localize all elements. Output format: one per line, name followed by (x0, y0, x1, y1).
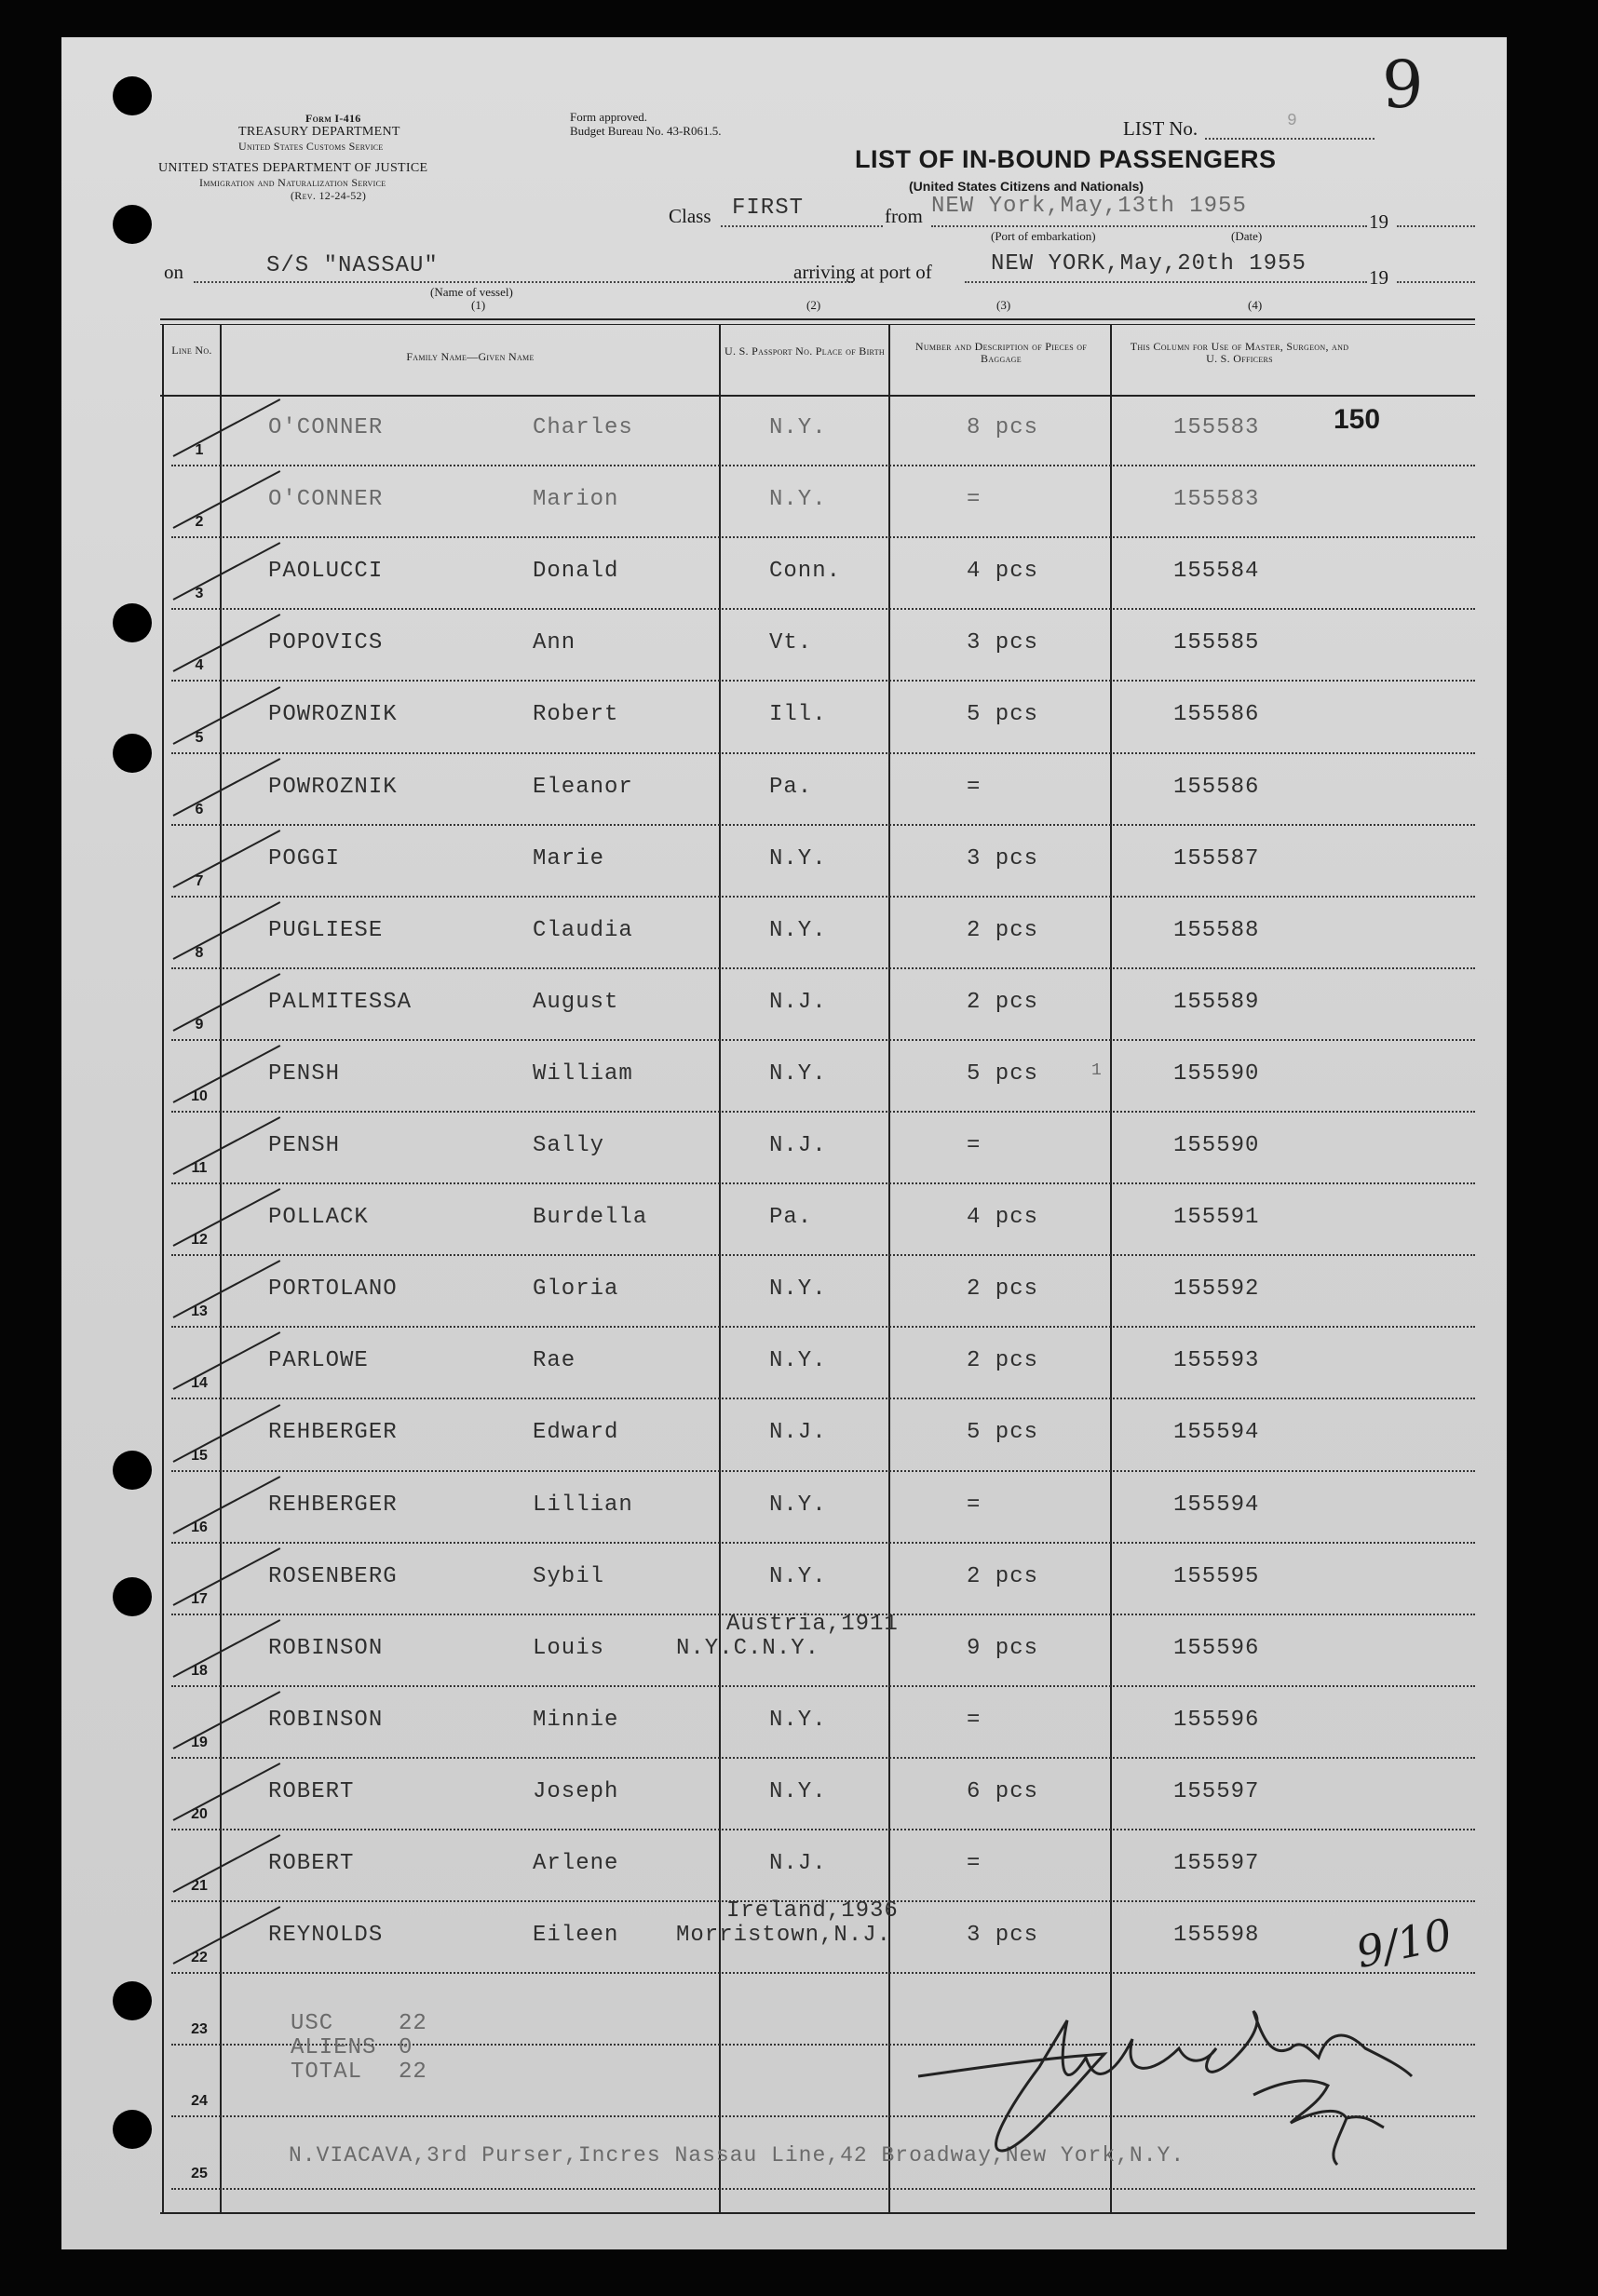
baggage: = (967, 1851, 982, 1876)
check-mark (173, 901, 281, 960)
family-name: POWROZNIK (268, 702, 398, 728)
officer-number: 155585 (1173, 630, 1260, 656)
col-number-2: (2) (806, 298, 821, 312)
row-divider (171, 1182, 1475, 1184)
binder-hole (113, 76, 152, 115)
baggage: 5 pcs (967, 702, 1039, 728)
check-mark (173, 1476, 281, 1534)
given-name: Sally (533, 1133, 605, 1158)
officer-number: 155596 (1173, 1635, 1260, 1661)
class-label: Class (669, 205, 711, 227)
baggage-mark: 1 (1091, 1060, 1103, 1080)
baggage: 2 pcs (967, 1348, 1039, 1374)
baggage: 3 pcs (967, 845, 1039, 871)
line-number: 6 (195, 801, 204, 817)
family-name: POGGI (268, 845, 341, 871)
family-name: POWROZNIK (268, 774, 398, 800)
given-name: Donald (533, 559, 619, 585)
given-name: Lillian (533, 1492, 633, 1518)
family-name: PENSH (268, 1133, 341, 1158)
family-name: ROSENBERG (268, 1563, 398, 1589)
line-number: 4 (195, 657, 204, 674)
given-name: Louis (533, 1635, 605, 1661)
officer-number: 155589 (1173, 989, 1260, 1015)
vessel-caption: (Name of vessel) (430, 285, 513, 299)
baggage: = (967, 487, 982, 513)
col-header-passport (725, 344, 885, 358)
inspector-note: 9/10 (1351, 1908, 1456, 1979)
baggage: 9 pcs (967, 1635, 1039, 1661)
baggage: 8 pcs (967, 415, 1039, 440)
officer-number: 155591 (1173, 1205, 1260, 1231)
place-of-birth: N.Y. (769, 415, 827, 440)
total-label: TOTAL (291, 2060, 363, 2085)
given-name: Claudia (533, 917, 633, 943)
check-mark (173, 1045, 281, 1103)
place-of-birth: N.Y. (769, 1348, 827, 1374)
line-number: 16 (191, 1519, 208, 1535)
row-divider (171, 1398, 1475, 1399)
given-name: Robert (533, 702, 619, 728)
col-number-3: (3) (996, 298, 1011, 312)
check-mark (173, 398, 281, 457)
row-divider (171, 1039, 1475, 1041)
baggage: 3 pcs (967, 630, 1039, 656)
row-divider (171, 1685, 1475, 1687)
check-mark (173, 830, 281, 888)
officer-number: 155587 (1173, 845, 1260, 871)
form-approved: Form approved. (570, 110, 648, 124)
row-divider (171, 680, 1475, 682)
check-mark (173, 1547, 281, 1606)
baggage: 5 pcs (967, 1420, 1039, 1446)
check-mark (173, 1116, 281, 1175)
officer-number: 155595 (1173, 1563, 1260, 1589)
officer-number: 155586 (1173, 702, 1260, 728)
check-mark (173, 1188, 281, 1247)
place-of-birth: N.J. (769, 1133, 827, 1158)
row-divider (171, 752, 1475, 754)
line-number: 10 (191, 1088, 208, 1104)
binder-hole (113, 1981, 152, 2020)
family-name: ROBERT (268, 1851, 355, 1876)
family-name: PARLOWE (268, 1348, 369, 1374)
row-divider (171, 967, 1475, 969)
place-of-birth-origin: Austria,1911 (726, 1611, 899, 1637)
arriving-value: NEW YORK,May,20th 1955 (991, 251, 1307, 277)
check-mark (173, 1260, 281, 1318)
binder-hole (113, 205, 152, 244)
family-name: REHBERGER (268, 1420, 398, 1446)
given-name: William (533, 1060, 633, 1087)
row-divider (171, 465, 1475, 466)
place-of-birth-origin: Ireland,1936 (726, 1898, 899, 1925)
family-name: REYNOLDS (268, 1923, 384, 1949)
page-mark: 9 (1382, 47, 1424, 123)
on-label: on (164, 261, 183, 283)
binder-hole (113, 1577, 152, 1616)
row-divider (171, 608, 1475, 610)
officer-mark: 150 (1334, 404, 1381, 435)
line-number: 9 (195, 1016, 204, 1033)
family-name: O'CONNER (268, 415, 384, 440)
port-caption: (Port of embarkation) (991, 229, 1096, 243)
place-of-birth: Pa. (769, 774, 813, 800)
place-of-birth: N.J. (769, 1851, 827, 1876)
place-of-birth: Pa. (769, 1205, 813, 1231)
row-divider (171, 896, 1475, 898)
given-name: Eileen (533, 1923, 619, 1949)
place-of-birth: N.Y. (769, 1060, 827, 1087)
given-name: Burdella (533, 1205, 648, 1231)
officer-number: 155593 (1173, 1348, 1260, 1374)
row-divider (171, 536, 1475, 538)
baggage: = (967, 774, 982, 800)
officer-number: 155597 (1173, 1778, 1260, 1804)
baggage: 4 pcs (967, 559, 1039, 585)
place-of-birth: N.Y. (769, 845, 827, 871)
line-number: 2 (195, 514, 204, 531)
line-number: 24 (191, 2093, 208, 2110)
agency-customs: United States Customs Service (238, 140, 384, 153)
agency-ins: Immigration and Naturalization Service (199, 176, 386, 189)
family-name: ROBERT (268, 1778, 355, 1804)
line-number: 17 (191, 1590, 208, 1607)
aliens-label: ALIENS (291, 2035, 377, 2060)
family-name: POPOVICS (268, 630, 384, 656)
total-count: 22 (399, 2060, 427, 2085)
officer-number: 155583 (1173, 415, 1260, 440)
baggage: 5 pcs (967, 1060, 1039, 1087)
place-of-birth: N.Y. (769, 1492, 827, 1518)
given-name: Rae (533, 1348, 576, 1374)
place-of-birth: N.Y. (769, 1707, 827, 1733)
place-of-birth: Conn. (769, 559, 842, 585)
col-header-name: Family Name—Given Name (406, 350, 535, 363)
officer-number: 155588 (1173, 917, 1260, 943)
col-header-baggage (896, 341, 1106, 365)
place-of-birth: N.Y. (769, 1276, 827, 1303)
page-subtitle: (United States Citizens and Nationals) (909, 179, 1144, 194)
given-name: Arlene (533, 1851, 619, 1876)
baggage: 2 pcs (967, 917, 1039, 943)
arriving-label: arriving at port of (793, 261, 932, 283)
officer-number: 155594 (1173, 1420, 1260, 1446)
baggage: 4 pcs (967, 1205, 1039, 1231)
aliens-count: 0 (399, 2035, 413, 2060)
line-number: 11 (191, 1160, 208, 1177)
officer-number: 155594 (1173, 1492, 1260, 1518)
check-mark (173, 1404, 281, 1463)
col-header-baggage-text: Number and Description of Pieces of Baggage (914, 340, 1088, 365)
officer-number: 155586 (1173, 774, 1260, 800)
check-mark (173, 1331, 281, 1390)
usc-label: USC (291, 2011, 334, 2036)
inspector-signature (900, 1965, 1421, 2169)
given-name: Edward (533, 1420, 619, 1446)
line-number: 21 (191, 1878, 208, 1895)
check-mark (173, 1691, 281, 1749)
officer-number: 155590 (1173, 1133, 1260, 1158)
check-mark (173, 973, 281, 1032)
row-divider (171, 1254, 1475, 1256)
given-name: Gloria (533, 1276, 619, 1303)
row-divider (171, 1470, 1475, 1472)
family-name: PORTOLANO (268, 1276, 398, 1303)
given-name: Minnie (533, 1707, 619, 1733)
officer-number: 155597 (1173, 1851, 1260, 1876)
check-mark (173, 1834, 281, 1893)
check-mark (173, 1619, 281, 1678)
officer-number: 155590 (1173, 1060, 1260, 1087)
baggage: 2 pcs (967, 1276, 1039, 1303)
manifest-sheet (61, 37, 1507, 2249)
usc-count: 22 (399, 2011, 427, 2036)
arriving-year-suffix: 19 (1369, 266, 1388, 289)
col-header-line-text: Line No. (171, 344, 212, 357)
row-divider (171, 1542, 1475, 1544)
list-no-value: 9 (1287, 112, 1298, 130)
line-number: 14 (191, 1375, 208, 1392)
check-mark (173, 614, 281, 672)
place-of-birth: Ill. (769, 702, 827, 728)
col-number-4: (4) (1248, 298, 1263, 312)
class-value: FIRST (732, 196, 805, 221)
line-number: 8 (195, 944, 204, 961)
vessel-name: S/S "NASSAU" (266, 253, 439, 278)
line-number: 3 (195, 586, 204, 602)
family-name: ROBINSON (268, 1707, 384, 1733)
line-number: 7 (195, 872, 204, 889)
baggage: 6 pcs (967, 1778, 1039, 1804)
officer-number: 155592 (1173, 1276, 1260, 1303)
family-name: PALMITESSA (268, 989, 413, 1015)
check-mark (173, 542, 281, 601)
given-name: Marie (533, 845, 605, 871)
row-divider (171, 2188, 1475, 2190)
family-name: POLLACK (268, 1205, 369, 1231)
baggage: = (967, 1492, 982, 1518)
agency-justice: UNITED STATES DEPARTMENT OF JUSTICE (158, 161, 428, 175)
col-header-officers (1123, 341, 1356, 365)
col-header-officers-text: This Column for Use of Master, Surgeon, and U. S. Officers (1130, 340, 1349, 365)
row-divider (171, 824, 1475, 826)
given-name: Sybil (533, 1563, 605, 1589)
check-mark (173, 686, 281, 745)
date-caption: (Date) (1231, 229, 1263, 243)
given-name: Marion (533, 487, 619, 513)
given-name: August (533, 989, 619, 1015)
from-year-suffix: 19 (1369, 210, 1388, 233)
given-name: Ann (533, 630, 576, 656)
vessel-caption-number: (1) (471, 298, 486, 312)
officer-number: 155598 (1173, 1923, 1260, 1949)
line-number: 5 (195, 729, 204, 746)
family-name: PAOLUCCI (268, 559, 384, 585)
agency-treasury: TREASURY DEPARTMENT (238, 125, 400, 139)
line-number: 25 (191, 2165, 208, 2181)
binder-hole (113, 2110, 152, 2149)
place-of-birth: N.Y.C.N.Y. (676, 1635, 820, 1661)
place-of-birth: N.Y. (769, 487, 827, 513)
line-number: 12 (191, 1232, 208, 1249)
line-number: 22 (191, 1950, 208, 1966)
budget-bureau: Budget Bureau No. 43-R061.5. (570, 124, 722, 138)
check-mark (173, 758, 281, 817)
place-of-birth: N.Y. (769, 917, 827, 943)
place-of-birth: Morristown,N.J. (676, 1923, 892, 1949)
place-of-birth: N.J. (769, 989, 827, 1015)
given-name: Charles (533, 415, 633, 440)
place-of-birth: N.J. (769, 1420, 827, 1446)
baggage: = (967, 1707, 982, 1733)
line-number: 15 (191, 1447, 208, 1464)
page-title: LIST OF IN-BOUND PASSENGERS (855, 145, 1277, 173)
given-name: Eleanor (533, 774, 633, 800)
family-name: REHBERGER (268, 1492, 398, 1518)
baggage: = (967, 1133, 982, 1158)
col-header-passport-text: U. S. Passport No. Place of Birth (725, 344, 885, 358)
line-number: 20 (191, 1806, 208, 1822)
check-mark (173, 470, 281, 529)
line-number: 18 (191, 1662, 208, 1679)
list-no-label: LIST No. (1123, 117, 1198, 140)
check-mark (173, 1763, 281, 1821)
officer-number: 155584 (1173, 559, 1260, 585)
row-divider (171, 1111, 1475, 1113)
row-divider (171, 1757, 1475, 1759)
form-revision: (Rev. 12-24-52) (291, 189, 367, 202)
given-name: Joseph (533, 1778, 619, 1804)
place-of-birth: N.Y. (769, 1563, 827, 1589)
row-divider (171, 1326, 1475, 1328)
place-of-birth: N.Y. (769, 1778, 827, 1804)
from-value: NEW York,May,13th 1955 (931, 194, 1247, 219)
purser-line: N.VIACAVA,3rd Purser,Incres Nassau Line,42 Broadway,New York,N.Y. (289, 2143, 1185, 2168)
officer-number: 155596 (1173, 1707, 1260, 1733)
family-name: ROBINSON (268, 1635, 384, 1661)
check-mark (173, 1906, 281, 1965)
officer-number: 155583 (1173, 487, 1260, 513)
line-number: 19 (191, 1734, 208, 1750)
binder-hole (113, 734, 152, 773)
line-number: 1 (195, 442, 204, 459)
form-number: Form I-416 (305, 112, 361, 125)
family-name: O'CONNER (268, 487, 384, 513)
baggage: 3 pcs (967, 1923, 1039, 1949)
from-label: from (885, 205, 923, 227)
line-number: 23 (191, 2021, 208, 2038)
line-number: 13 (191, 1303, 208, 1320)
place-of-birth: Vt. (769, 630, 813, 656)
col-header-line (166, 344, 218, 357)
baggage: 2 pcs (967, 989, 1039, 1015)
binder-hole (113, 1451, 152, 1490)
family-name: PENSH (268, 1060, 341, 1087)
baggage: 2 pcs (967, 1563, 1039, 1589)
binder-hole (113, 603, 152, 642)
family-name: PUGLIESE (268, 917, 384, 943)
row-divider (171, 1829, 1475, 1830)
